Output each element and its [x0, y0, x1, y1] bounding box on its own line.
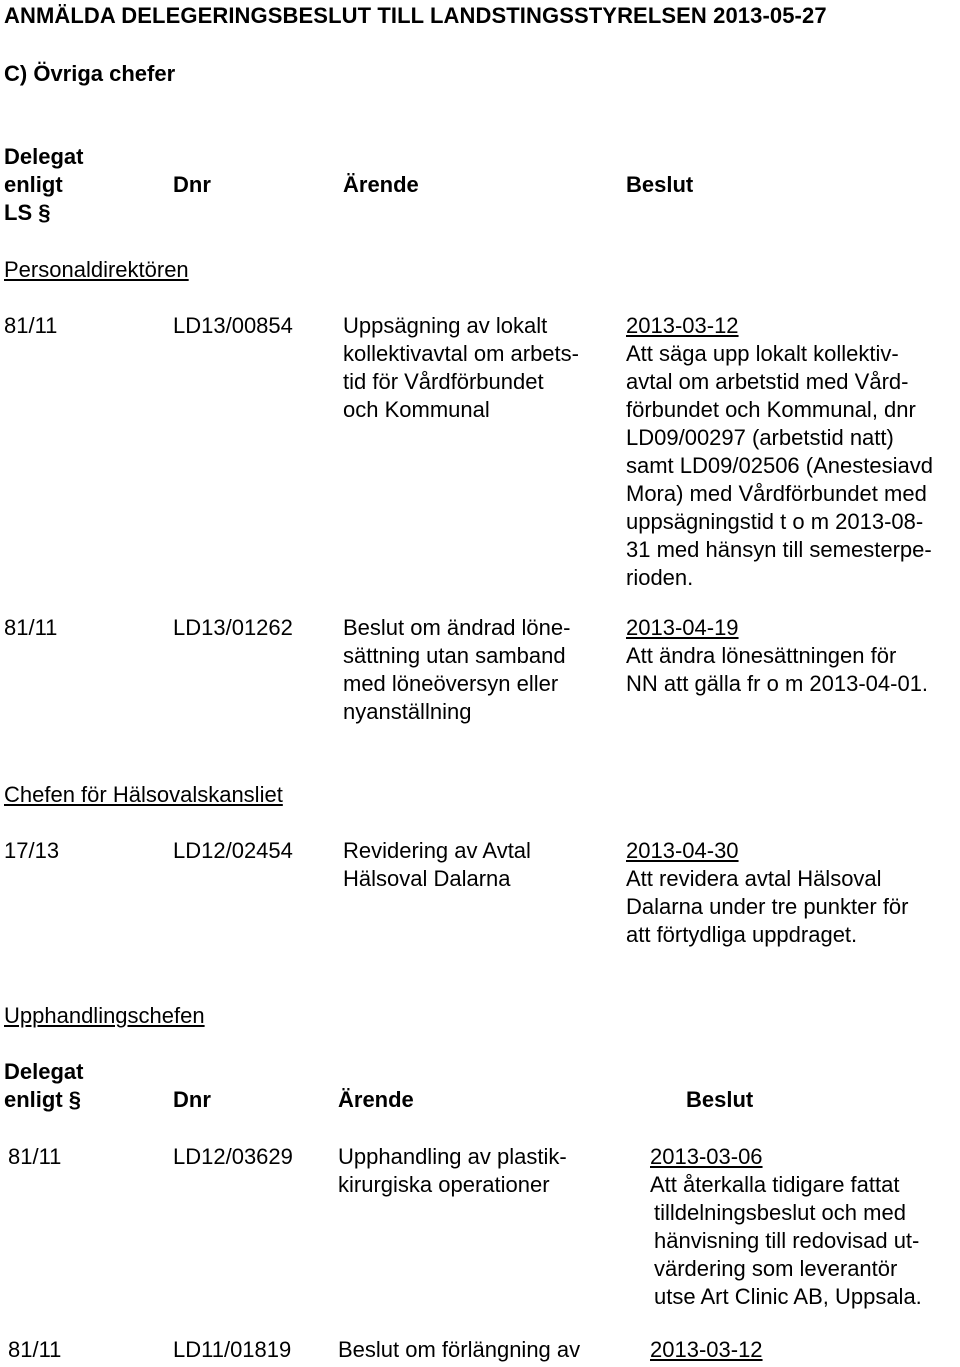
- section-heading-halsovalskansliet: Chefen för Hälsovalskansliet: [4, 782, 283, 807]
- column-header-dnr: Dnr: [173, 172, 211, 197]
- row-delegat: 81/11: [4, 615, 58, 640]
- row-beslut: 2013-03-06 Att återkalla tidigare fattat tilldelningsbeslut och med hänvisning till redovisad ut- värdering som leverantör utse Art Clinic AB, Uppsala.: [650, 1144, 922, 1309]
- row-beslut: 2013-04-30 Att revidera avtal Hälsoval Dalarna under tre punkter för att förtydliga uppdraget.: [626, 838, 909, 947]
- beslut-date: 2013-03-06: [650, 1144, 763, 1169]
- row-arende: Beslut om ändrad löne- sättning utan samband med löneöversyn eller nyanställning: [343, 615, 571, 724]
- row-dnr: LD13/00854: [173, 313, 293, 338]
- column-header-arende: Ärende: [338, 1087, 414, 1112]
- column-header-beslut: Beslut: [686, 1087, 754, 1112]
- row-arende: Upphandling av plastik- kirurgiska operationer: [338, 1144, 567, 1197]
- page-subtitle: C) Övriga chefer: [4, 61, 176, 86]
- row-delegat: 17/13: [4, 838, 60, 863]
- beslut-date: 2013-03-12: [650, 1337, 763, 1362]
- row-dnr: LD12/02454: [173, 838, 293, 863]
- row-beslut: 2013-03-12 Att säga upp lokalt kollektiv- avtal om arbetstid med Vård- förbundet och Kommunal, dnr LD09/00297 (arbetstid natt) samt LD09/02506 (Anestesiavd Mora) med Vårdförbundet med uppsägningstid t o m 2013-08- 31 med hänsyn till semesterpe- rioden.: [626, 313, 933, 590]
- beslut-date: 2013-04-30: [626, 838, 739, 863]
- column-header-delegat: Delegat enligt §: [4, 1059, 84, 1112]
- page-title: ANMÄLDA DELEGERINGSBESLUT TILL LANDSTINGSSTYRELSEN 2013-05-27: [4, 3, 827, 28]
- row-delegat: 81/11: [8, 1337, 62, 1362]
- beslut-date: 2013-04-19: [626, 615, 739, 640]
- row-beslut: 2013-04-19 Att ändra lönesättningen för NN att gälla fr o m 2013-04-01.: [626, 615, 929, 696]
- beslut-date: 2013-03-12: [626, 313, 739, 338]
- row-arende: Beslut om förlängning av: [338, 1337, 581, 1362]
- column-header-delegat: Delegat enligt LS §: [4, 144, 84, 225]
- section-heading-personaldirektoren: Personaldirektören: [4, 257, 189, 282]
- row-dnr: LD13/01262: [173, 615, 293, 640]
- row-dnr: LD12/03629: [173, 1144, 293, 1169]
- row-arende: Uppsägning av lokalt kollektivavtal om arbets- tid för Vårdförbundet och Kommunal: [343, 313, 579, 422]
- column-header-dnr: Dnr: [173, 1087, 211, 1112]
- column-header-beslut: Beslut: [626, 172, 694, 197]
- row-arende: Revidering av Avtal Hälsoval Dalarna: [343, 838, 531, 891]
- row-delegat: 81/11: [4, 313, 58, 338]
- row-delegat: 81/11: [8, 1144, 62, 1169]
- row-dnr: LD11/01819: [173, 1337, 292, 1362]
- section-heading-upphandlingschefen: Upphandlingschefen: [4, 1003, 205, 1028]
- column-header-arende: Ärende: [343, 172, 419, 197]
